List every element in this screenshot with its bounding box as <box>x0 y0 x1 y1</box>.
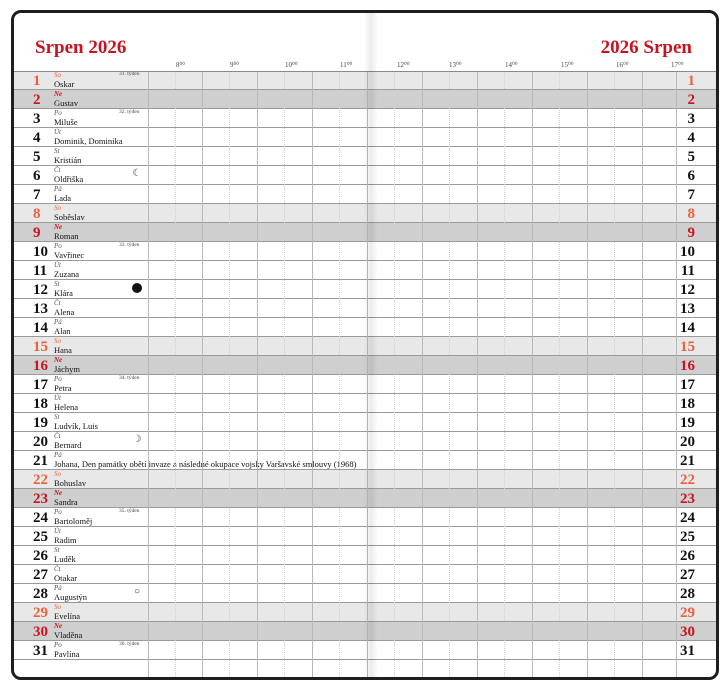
nameday-label: Dominik, Dominika <box>54 136 123 146</box>
nameday-label: Otakar <box>54 573 78 583</box>
weekday-label: So <box>54 71 61 79</box>
weekday-label: So <box>54 603 61 611</box>
day-number-right: 31 <box>680 643 695 659</box>
weekday-label: Ne <box>54 356 63 364</box>
day-number: 6 <box>33 168 41 184</box>
nameday-label: Petra <box>54 383 72 393</box>
nameday-label: Zuzana <box>54 269 80 279</box>
day-number: 16 <box>33 358 48 374</box>
week-number: 34. týden <box>119 375 140 381</box>
nameday-label: Oldřiška <box>54 174 84 184</box>
nameday-label: Bartoloměj <box>54 516 93 526</box>
day-number-right: 17 <box>680 377 695 393</box>
day-number: 26 <box>33 548 48 564</box>
weekday-label: St <box>54 147 60 155</box>
half-hour-gridline <box>229 71 230 677</box>
day-number: 1 <box>33 73 41 89</box>
nameday-label: Vavřinec <box>54 250 85 260</box>
hour-gridline <box>312 71 313 677</box>
hour-gridline <box>587 71 588 677</box>
day-number-right: 19 <box>680 415 695 431</box>
weekday-label: St <box>54 413 60 421</box>
day-number: 2 <box>33 92 41 108</box>
day-number-right: 3 <box>687 111 695 127</box>
month-title-right: 2026 Srpen <box>600 37 692 58</box>
day-number-right: 4 <box>687 130 695 146</box>
day-number: 27 <box>33 567 48 583</box>
weekday-label: Ne <box>54 489 63 497</box>
weekday-label: Po <box>54 508 62 516</box>
weekday-label: Ne <box>54 223 63 231</box>
day-number: 20 <box>33 434 48 450</box>
moon-phase-icon: ☽ <box>132 434 142 445</box>
weekday-label: Čt <box>54 166 61 174</box>
day-number-right: 6 <box>687 168 695 184</box>
weekday-label: Po <box>54 242 62 250</box>
week-number: 31. týden <box>119 71 140 77</box>
day-number: 3 <box>33 111 41 127</box>
weekday-label: Út <box>54 128 61 136</box>
weekday-label: Čt <box>54 432 61 440</box>
day-number: 22 <box>33 472 48 488</box>
day-number: 11 <box>33 263 48 279</box>
day-number: 14 <box>33 320 48 336</box>
weekday-label: Po <box>54 375 62 383</box>
day-number-right: 18 <box>680 396 695 412</box>
day-number-right: 25 <box>680 529 695 545</box>
weekday-label: Ne <box>54 90 63 98</box>
half-hour-gridline <box>394 71 395 677</box>
half-hour-gridline <box>504 71 505 677</box>
half-hour-gridline <box>339 71 340 677</box>
day-number: 12 <box>33 282 48 298</box>
moon-phase-icon: ○ <box>133 586 141 597</box>
weekday-label: Pá <box>54 451 62 459</box>
nameday-label: Augustýn <box>54 592 88 602</box>
day-number: 30 <box>33 624 48 640</box>
day-number: 15 <box>33 339 48 355</box>
weekday-label: St <box>54 546 60 554</box>
hour-label: 17⁰⁰ <box>671 61 684 69</box>
hour-gridline <box>676 71 677 677</box>
day-number-right: 29 <box>680 605 695 621</box>
weekday-label: Út <box>54 527 61 535</box>
day-number: 18 <box>33 396 48 412</box>
nameday-label: Alan <box>54 326 71 336</box>
day-number: 5 <box>33 149 41 165</box>
day-number-right: 20 <box>680 434 695 450</box>
moon-phase-icon: ☾ <box>132 168 142 179</box>
weekday-label: Čt <box>54 299 61 307</box>
day-number-right: 1 <box>687 73 695 89</box>
day-number-right: 22 <box>680 472 695 488</box>
nameday-label: Roman <box>54 231 79 241</box>
day-number: 31 <box>33 643 48 659</box>
hour-gridline <box>148 71 149 677</box>
hour-label: 8⁰⁰ <box>176 61 186 69</box>
weekday-label: Pá <box>54 185 62 193</box>
day-number: 7 <box>33 187 41 203</box>
day-number: 19 <box>33 415 48 431</box>
day-number-right: 24 <box>680 510 695 526</box>
hour-gridline <box>202 71 203 677</box>
nameday-label: Gustav <box>54 98 79 108</box>
day-number: 23 <box>33 491 48 507</box>
weekday-label: Út <box>54 394 61 402</box>
day-number-right: 21 <box>680 453 695 469</box>
weekday-label: Po <box>54 641 62 649</box>
nameday-label: Vladěna <box>54 630 83 640</box>
month-title-left: Srpen 2026 <box>35 37 127 58</box>
day-number-right: 11 <box>680 263 695 279</box>
day-number-right: 10 <box>680 244 695 260</box>
day-number: 25 <box>33 529 48 545</box>
weekday-label: Pá <box>54 584 62 592</box>
nameday-label: Radim <box>54 535 77 545</box>
day-number-right: 27 <box>680 567 695 583</box>
nameday-label: Soběslav <box>54 212 85 222</box>
weekday-label: Čt <box>54 565 61 573</box>
day-number: 4 <box>33 130 41 146</box>
nameday-label: Helena <box>54 402 79 412</box>
nameday-label: Johana, Den památky obětí invaze a následné okupace vojsky Varšavské smlouvy (1968) <box>54 459 357 469</box>
nameday-label: Alena <box>54 307 75 317</box>
week-number: 36. týden <box>119 641 140 647</box>
nameday-label: Lada <box>54 193 71 203</box>
weekday-label: So <box>54 204 61 212</box>
hour-label: 14⁰⁰ <box>505 61 518 69</box>
hour-label: 12⁰⁰ <box>397 61 410 69</box>
weekday-label: Ne <box>54 622 63 630</box>
nameday-label: Luděk <box>54 554 76 564</box>
week-number: 32. týden <box>119 109 140 115</box>
hour-label: 16⁰⁰ <box>616 61 629 69</box>
page-fold <box>364 13 378 677</box>
weekday-label: Pá <box>54 318 62 326</box>
nameday-label: Klára <box>54 288 73 298</box>
day-number: 24 <box>33 510 48 526</box>
day-number: 29 <box>33 605 48 621</box>
nameday-label: Ludvík, Luis <box>54 421 98 431</box>
nameday-label: Bohuslav <box>54 478 87 488</box>
nameday-label: Bernard <box>54 440 82 450</box>
hour-label: 11⁰⁰ <box>340 61 353 69</box>
half-hour-gridline <box>284 71 285 677</box>
day-number: 10 <box>33 244 48 260</box>
nameday-label: Evelína <box>54 611 80 621</box>
week-number: 33. týden <box>119 242 140 248</box>
weekday-label: So <box>54 470 61 478</box>
nameday-label: Kristián <box>54 155 82 165</box>
week-number: 35. týden <box>119 508 140 514</box>
hour-gridline <box>422 71 423 677</box>
day-number-right: 2 <box>687 92 695 108</box>
day-number-right: 8 <box>687 206 695 222</box>
day-number: 17 <box>33 377 48 393</box>
day-number-right: 15 <box>680 339 695 355</box>
hour-gridline <box>477 71 478 677</box>
hour-gridline <box>532 71 533 677</box>
day-number-right: 30 <box>680 624 695 640</box>
day-number-right: 13 <box>680 301 695 317</box>
half-hour-gridline <box>175 71 176 677</box>
hour-label: 13⁰⁰ <box>449 61 462 69</box>
weekday-label: Po <box>54 109 62 117</box>
hour-label: 15⁰⁰ <box>561 61 574 69</box>
day-number-right: 16 <box>680 358 695 374</box>
nameday-label: Miluše <box>54 117 78 127</box>
weekday-label: So <box>54 337 61 345</box>
day-number-right: 14 <box>680 320 695 336</box>
day-number-right: 26 <box>680 548 695 564</box>
day-number-right: 23 <box>680 491 695 507</box>
hour-gridline <box>257 71 258 677</box>
day-number-right: 7 <box>687 187 695 203</box>
day-number: 8 <box>33 206 41 222</box>
weekday-label: Út <box>54 261 61 269</box>
day-number: 28 <box>33 586 48 602</box>
day-number-right: 9 <box>687 225 695 241</box>
nameday-label: Hana <box>54 345 72 355</box>
hour-gridline <box>642 71 643 677</box>
day-number: 21 <box>33 453 48 469</box>
nameday-label: Jáchym <box>54 364 80 374</box>
hour-label: 9⁰⁰ <box>230 61 240 69</box>
half-hour-gridline <box>614 71 615 677</box>
half-hour-gridline <box>449 71 450 677</box>
nameday-label: Sandra <box>54 497 78 507</box>
day-number: 13 <box>33 301 48 317</box>
day-number-right: 28 <box>680 586 695 602</box>
moon-phase-icon <box>132 283 142 293</box>
day-number-right: 5 <box>687 149 695 165</box>
hour-label: 10⁰⁰ <box>285 61 298 69</box>
weekday-label: St <box>54 280 60 288</box>
nameday-label: Oskar <box>54 79 75 89</box>
day-number-right: 12 <box>680 282 695 298</box>
half-hour-gridline <box>559 71 560 677</box>
day-number: 9 <box>33 225 41 241</box>
nameday-label: Pavlína <box>54 649 80 659</box>
planner-page <box>11 10 719 680</box>
